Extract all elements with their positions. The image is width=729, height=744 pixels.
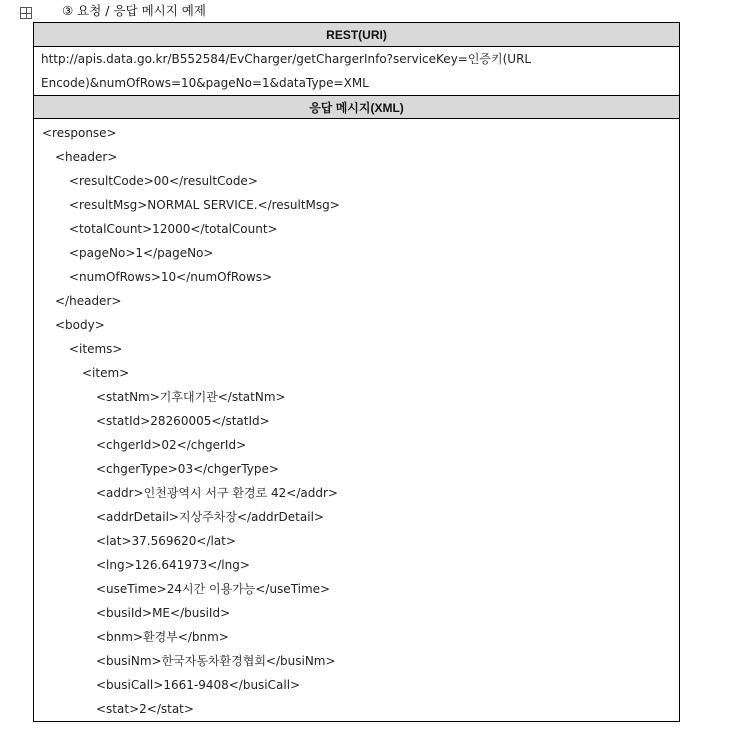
xml-line: <statNm>기후대기관</statNm> [96, 390, 286, 404]
xml-line: <statId>28260005</statId> [96, 414, 270, 428]
request-response-table [33, 22, 680, 722]
xml-line: <resultCode>00</resultCode> [69, 174, 258, 188]
xml-line: <useTime>24시간 이용가능</useTime> [96, 582, 331, 596]
xml-line: <stat>2</stat> [96, 702, 194, 716]
xml-line: <pageNo>1</pageNo> [69, 246, 214, 260]
xml-line: <addr>인천광역시 서구 환경로 42</addr> [96, 486, 338, 500]
xml-line: <lat>37.569620</lat> [96, 534, 236, 548]
table-select-icon[interactable] [20, 7, 32, 19]
section-caption: ③ 요청 / 응답 메시지 예제 [62, 3, 206, 18]
xml-line: <lng>126.641973</lng> [96, 558, 250, 572]
xml-line: <totalCount>12000</totalCount> [69, 222, 278, 236]
response-xml-header: 응답 메시지(XML) [34, 95, 679, 119]
request-uri-line-2: Encode)&numOfRows=10&pageNo=1&dataType=XML [41, 76, 369, 90]
xml-line: <numOfRows>10</numOfRows> [69, 270, 273, 284]
xml-line: </header> [55, 294, 122, 308]
response-xml-body [34, 119, 679, 721]
xml-line: <body> [55, 318, 105, 332]
xml-line: <busiCall>1661-9408</busiCall> [96, 678, 301, 692]
xml-line: <busiNm>한국자동차환경협회</busiNm> [96, 654, 336, 668]
xml-line: <addrDetail>지상주차장</addrDetail> [96, 510, 324, 524]
xml-line: <busiId>ME</busiId> [96, 606, 231, 620]
xml-line: <response> [42, 126, 117, 140]
xml-line: <chgerId>02</chgerId> [96, 438, 247, 452]
rest-uri-header: REST(URI) [34, 23, 679, 47]
xml-line: <items> [69, 342, 123, 356]
request-uri-line-1: http://apis.data.go.kr/B552584/EvCharger/getChargerInfo?serviceKey=인증키(URL [41, 52, 532, 66]
xml-line: <chgerType>03</chgerType> [96, 462, 279, 476]
xml-line: <item> [82, 366, 130, 380]
xml-line: <header> [55, 150, 118, 164]
request-uri-cell [34, 47, 679, 95]
xml-line: <bnm>환경부</bnm> [96, 630, 229, 644]
xml-line: <resultMsg>NORMAL SERVICE.</resultMsg> [69, 198, 340, 212]
